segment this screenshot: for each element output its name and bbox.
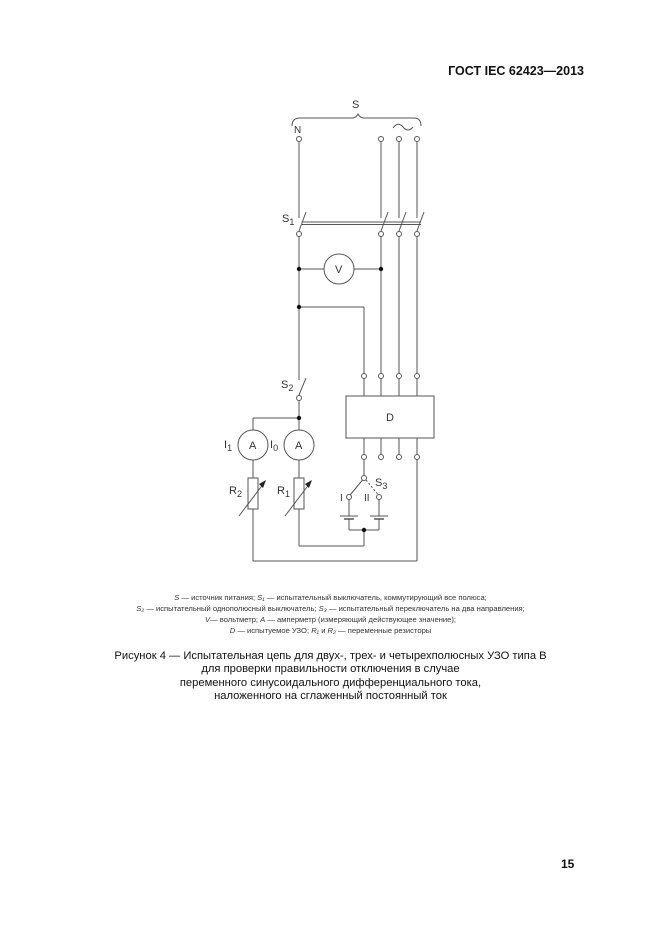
legend-line: D — испытуемое УЗО; R₁ и R₂ — переменные резисторы	[229, 626, 432, 635]
page-number: 15	[561, 857, 575, 871]
legend-line: V— вольтметр; A — амперметр (измеряющий действующее значение);	[204, 615, 456, 624]
variable-arrow-icon	[259, 480, 266, 488]
caption-line: наложенного на сглаженный постоянный ток	[214, 690, 447, 703]
voltmeter-label: V	[335, 264, 343, 276]
label-position-I: I	[340, 493, 343, 504]
document-header: ГОСТ IEC 62423—2013	[448, 64, 584, 78]
junction-dot	[362, 528, 366, 532]
label-s3: $S_3$	[375, 477, 388, 491]
junction-dot	[297, 305, 301, 309]
label-i0: $I_0$	[270, 439, 279, 453]
caption-line: Рисунок 4 — Испытательная цепь для двух-, трех- и четырехполюсных УЗО типа B	[114, 650, 547, 662]
caption-line: для проверки правильности отключения в случае	[201, 663, 460, 676]
ammeter-i1-label: A	[249, 440, 257, 452]
junction-dot	[297, 416, 301, 420]
label-neutral: N	[294, 125, 302, 136]
legend-line: S₂ — испытательный однополюсный выключатель; S₃ — испытательный переключатель на два направления;	[136, 604, 525, 613]
ac-symbol-icon	[393, 124, 413, 130]
label-i1: $I_1$	[224, 439, 233, 453]
label-s2: $S_2$	[281, 379, 294, 393]
junction-dot	[297, 267, 301, 271]
label-position-II: II	[364, 493, 370, 504]
figure-caption	[60, 650, 601, 704]
label-r1: $R_1$	[277, 485, 290, 499]
ammeter-i0-label: A	[295, 440, 303, 452]
label-source: S	[352, 99, 360, 111]
source-brace	[292, 114, 421, 126]
variable-arrow-icon	[305, 480, 312, 488]
junction-dot	[379, 267, 383, 271]
legend-line: S — источник питания; S₁ — испытательный выключатель, коммутирующий все полюса;	[174, 593, 487, 602]
device-label: D	[386, 412, 394, 424]
label-s1: $S_1$	[282, 213, 295, 227]
figure-legend	[40, 592, 621, 636]
label-r2: $R_2$	[229, 485, 242, 499]
caption-line: переменного синусоидального дифференциального тока,	[179, 676, 482, 689]
